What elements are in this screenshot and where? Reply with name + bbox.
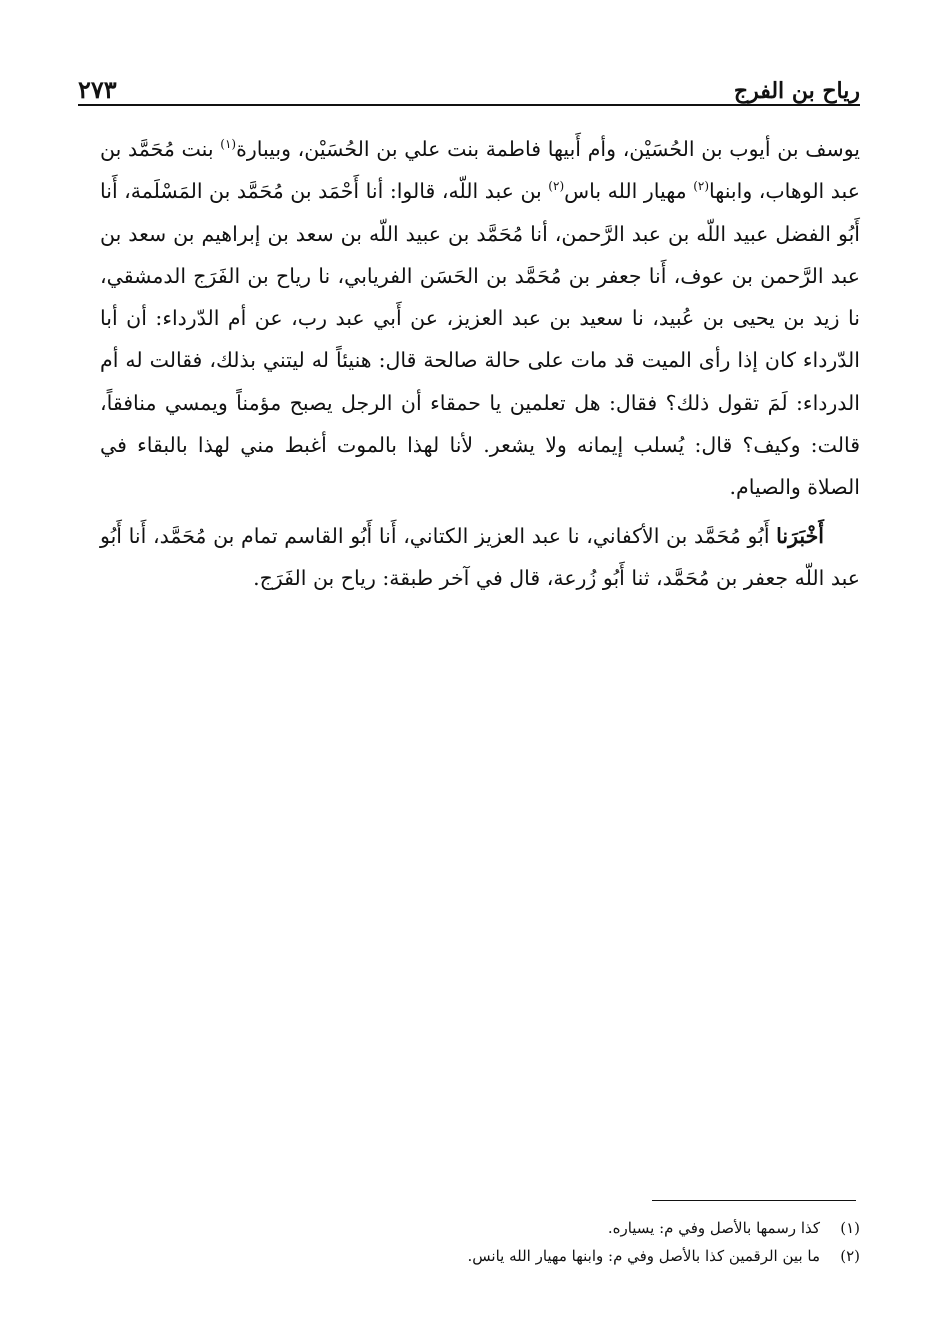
- main-text: [100, 128, 860, 599]
- footnote-1: [300, 1214, 860, 1242]
- footnote-number: (٢): [840, 1247, 860, 1265]
- header-rule: [78, 104, 860, 106]
- page-number: ٢٧٣: [78, 75, 117, 104]
- footnote-text: ما بين الرقمين كذا بالأصل وفي م: وابنها مهيار الله يانس.: [467, 1247, 820, 1265]
- footnote-2: [300, 1242, 860, 1270]
- footnote-ref-1: (١): [220, 137, 237, 152]
- page-header: [78, 56, 860, 104]
- footnote-rule: [652, 1200, 856, 1201]
- footnote-ref-2-start: (٢): [693, 179, 710, 194]
- running-title: رياح بن الفرج: [733, 78, 860, 104]
- paragraph-2-lead-word: أَخْبَرَنا: [776, 523, 824, 548]
- paragraph-1-part-c: مهيار الله باس: [564, 179, 694, 204]
- paragraph-1-part-b: بنت مُحَمَّد بن عبد الوهاب، وابنها: [100, 137, 860, 204]
- footnotes: [300, 1214, 860, 1270]
- paragraph-2: [100, 515, 860, 600]
- paragraph-2-text: أَبُو مُحَمَّد بن الأكفاني، نا عبد العزيز الكتاني، أَنا أَبُو القاسم تمام بن مُحَمَّد، أَنا أَبُو عبد اللّه جعفر بن مُحَمَّد، ثنا أَبُو زُرعة، قال في آخر طبقة: رياح بن الفَرَج.: [100, 523, 860, 590]
- paragraph-1: [100, 128, 860, 509]
- paragraph-1-part-d: بن عبد اللّه، قالوا: أنا أَحْمَد بن مُحَمَّد بن المَسْلَمة، أَنا أَبُو الفضل عبيد اللّه بن عبد الرَّحمن، أنا مُحَمَّد بن عبيد اللّه بن سعد بن إبراهيم بن سعد بن عبد الرَّحمن بن عوف، أَنا جعفر بن مُحَمَّد بن الحَسَن الفريابي، نا رياح بن الفَرَج الدمشقي، نا زيد بن يحيى بن عُبيد، نا سعيد بن عبد العزيز، عن أَبي عبد رب، عن أم الدّرداء: أن أبا الدّرداء كان إذا رأى الميت قد مات على حالة صالحة قال: هنيئاً له ليتني بذلك، فقالت له أم الدرداء: لَمَ تقول ذلك؟ فقال: هل تعلمين يا حمقاء أن الرجل يصبح مؤمناً ويمسي منافقاً، قالت: وكيف؟ قال: يُسلب إيمانه ولا يشعر. لأنا لهذا بالموت أغبط مني لهذا بالبقاء في الصلاة والصيام.: [100, 179, 860, 500]
- footnote-text: كذا رسمها بالأصل وفي م: يسياره.: [607, 1219, 820, 1237]
- footnote-ref-2-end: (٢): [548, 179, 565, 194]
- paragraph-1-part-a: يوسف بن أيوب بن الحُسَيْن، وأم أَبيها فاطمة بنت علي بن الحُسَيْن، وبيبارة: [236, 137, 860, 161]
- footnote-number: (١): [840, 1219, 860, 1237]
